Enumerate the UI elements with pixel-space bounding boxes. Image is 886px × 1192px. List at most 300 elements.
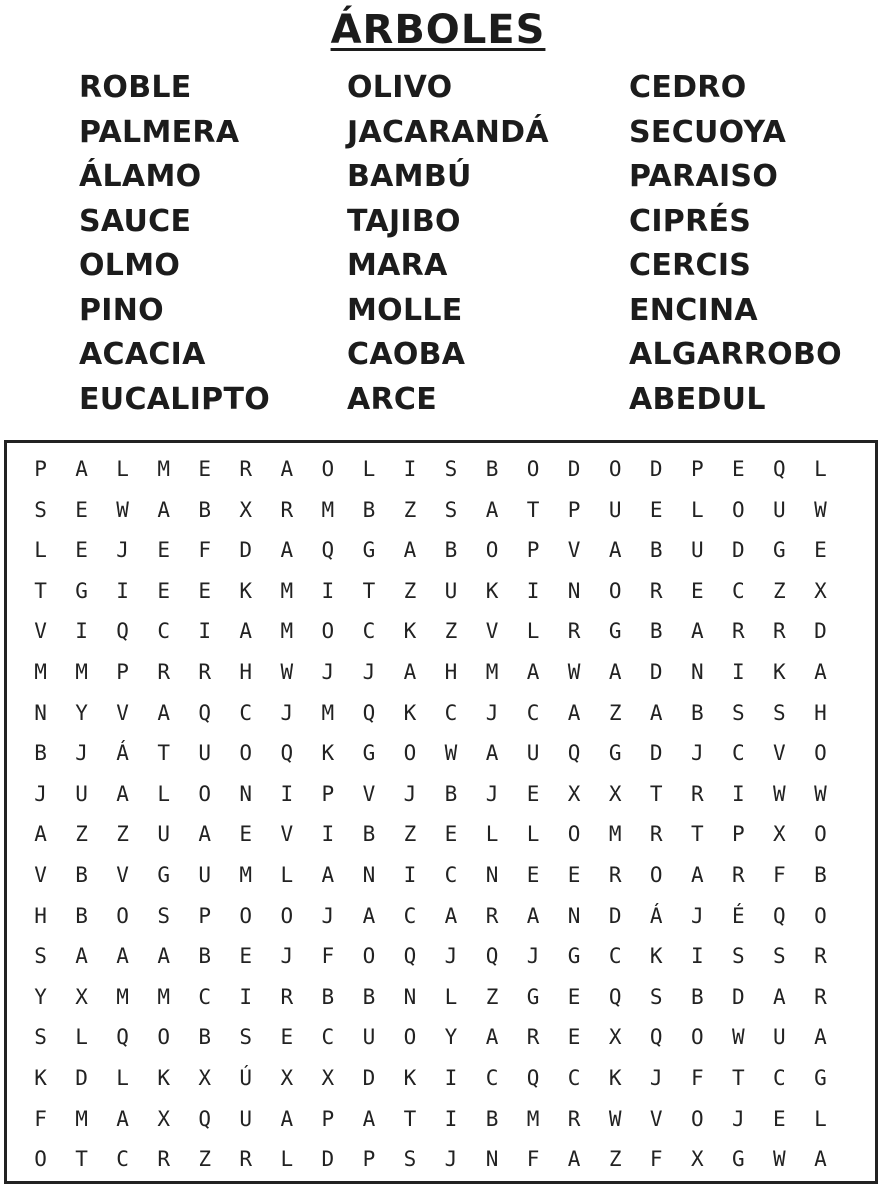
grid-cell[interactable]: G — [814, 1065, 827, 1090]
grid-cell[interactable]: P — [362, 1147, 376, 1172]
grid-cell[interactable]: L — [814, 1106, 827, 1131]
grid-cell[interactable]: E — [239, 944, 253, 969]
grid-cell[interactable]: K — [403, 1065, 417, 1090]
grid-cell[interactable]: T — [731, 1065, 745, 1090]
grid-cell[interactable]: E — [198, 457, 212, 481]
grid-cell[interactable]: R — [567, 619, 581, 644]
grid-cell[interactable]: W — [444, 741, 458, 766]
grid-cell[interactable]: O — [814, 903, 827, 928]
grid-cell[interactable]: T — [75, 1147, 88, 1172]
grid-cell[interactable]: I — [280, 781, 294, 806]
grid-cell[interactable]: A — [608, 538, 622, 563]
grid-cell[interactable]: A — [75, 457, 88, 481]
grid-cell[interactable]: E — [75, 538, 88, 563]
grid-cell[interactable]: Z — [608, 700, 622, 725]
grid-cell[interactable]: P — [321, 781, 335, 806]
grid-cell[interactable]: R — [649, 822, 663, 847]
grid-cell[interactable]: R — [814, 984, 827, 1009]
grid-cell[interactable]: B — [485, 457, 499, 481]
grid-cell[interactable]: M — [157, 457, 170, 481]
grid-cell[interactable]: Q — [773, 457, 786, 481]
grid-cell[interactable]: D — [239, 538, 253, 563]
grid-cell[interactable]: N — [34, 700, 47, 725]
grid-cell[interactable]: O — [116, 903, 129, 928]
grid-cell[interactable]: Z — [403, 497, 417, 522]
grid-cell[interactable]: E — [157, 578, 170, 603]
grid-cell[interactable]: L — [116, 457, 129, 481]
grid-cell[interactable]: N — [239, 781, 253, 806]
grid-cell[interactable]: Q — [321, 538, 335, 563]
grid-cell[interactable]: M — [280, 619, 294, 644]
grid-cell[interactable]: A — [34, 822, 47, 847]
grid-cell[interactable]: S — [731, 700, 745, 725]
grid-cell[interactable]: Q — [198, 1106, 212, 1131]
grid-cell[interactable]: U — [773, 497, 786, 522]
grid-cell[interactable]: L — [75, 1025, 88, 1050]
grid-cell[interactable]: O — [34, 1147, 47, 1172]
grid-cell[interactable]: G — [773, 538, 786, 563]
grid-cell[interactable]: A — [239, 619, 253, 644]
grid-cell[interactable]: G — [567, 944, 581, 969]
grid-cell[interactable]: O — [608, 457, 622, 481]
grid-cell[interactable]: O — [731, 497, 745, 522]
grid-cell[interactable]: O — [239, 903, 253, 928]
grid-cell[interactable]: L — [280, 862, 294, 887]
grid-cell[interactable]: W — [567, 659, 581, 684]
grid-cell[interactable]: X — [567, 781, 581, 806]
grid-cell[interactable]: Á — [649, 903, 663, 928]
grid-cell[interactable]: C — [239, 700, 253, 725]
grid-cell[interactable]: D — [649, 741, 663, 766]
grid-cell[interactable]: G — [608, 741, 622, 766]
grid-cell[interactable]: T — [403, 1106, 417, 1131]
grid-cell[interactable]: D — [814, 619, 827, 644]
grid-cell[interactable]: K — [608, 1065, 622, 1090]
grid-cell[interactable]: S — [444, 497, 458, 522]
grid-cell[interactable]: H — [444, 659, 458, 684]
grid-cell[interactable]: P — [198, 903, 212, 928]
grid-cell[interactable]: T — [362, 578, 376, 603]
grid-cell[interactable]: A — [773, 984, 786, 1009]
grid-cell[interactable]: F — [649, 1147, 663, 1172]
grid-cell[interactable]: R — [526, 1025, 540, 1050]
grid-cell[interactable]: G — [362, 741, 376, 766]
grid-cell[interactable]: X — [198, 1065, 212, 1090]
grid-cell[interactable]: J — [280, 944, 294, 969]
grid-cell[interactable]: G — [157, 862, 170, 887]
grid-cell[interactable]: E — [239, 822, 253, 847]
grid-cell[interactable]: X — [608, 1025, 622, 1050]
grid-cell[interactable]: E — [567, 1025, 581, 1050]
grid-cell[interactable]: Q — [485, 944, 499, 969]
grid-cell[interactable]: K — [649, 944, 663, 969]
grid-cell[interactable]: R — [280, 497, 294, 522]
grid-cell[interactable]: O — [649, 862, 663, 887]
grid-cell[interactable]: Á — [116, 741, 129, 766]
grid-cell[interactable]: H — [814, 700, 827, 725]
grid-cell[interactable]: M — [526, 1106, 540, 1131]
grid-cell[interactable]: O — [814, 741, 827, 766]
grid-cell[interactable]: K — [157, 1065, 170, 1090]
grid-cell[interactable]: E — [649, 497, 663, 522]
grid-cell[interactable]: M — [157, 984, 170, 1009]
grid-cell[interactable]: O — [814, 822, 827, 847]
grid-cell[interactable]: V — [34, 862, 47, 887]
grid-cell[interactable]: A — [814, 1147, 827, 1172]
grid-cell[interactable]: W — [773, 781, 786, 806]
grid-cell[interactable]: A — [362, 1106, 376, 1131]
grid-cell[interactable]: Y — [34, 984, 47, 1009]
grid-cell[interactable]: I — [321, 822, 335, 847]
grid-cell[interactable]: E — [690, 578, 704, 603]
grid-cell[interactable]: A — [814, 659, 827, 684]
grid-cell[interactable]: W — [773, 1147, 786, 1172]
grid-cell[interactable]: Q — [280, 741, 294, 766]
grid-cell[interactable]: Y — [75, 700, 88, 725]
grid-cell[interactable]: P — [731, 822, 745, 847]
grid-cell[interactable]: X — [321, 1065, 335, 1090]
grid-cell[interactable]: N — [690, 659, 704, 684]
grid-cell[interactable]: T — [649, 781, 663, 806]
grid-cell[interactable]: T — [690, 822, 704, 847]
grid-cell[interactable]: R — [485, 903, 499, 928]
grid-cell[interactable]: A — [403, 538, 417, 563]
grid-cell[interactable]: A — [608, 659, 622, 684]
grid-cell[interactable]: B — [814, 862, 827, 887]
grid-cell[interactable]: B — [198, 497, 212, 522]
grid-cell[interactable]: F — [321, 944, 335, 969]
grid-cell[interactable]: B — [75, 903, 88, 928]
grid-cell[interactable]: G — [731, 1147, 745, 1172]
grid-cell[interactable]: A — [690, 862, 704, 887]
grid-cell[interactable]: Q — [526, 1065, 540, 1090]
grid-cell[interactable]: Z — [444, 619, 458, 644]
grid-cell[interactable]: W — [116, 497, 129, 522]
grid-cell[interactable]: J — [485, 781, 499, 806]
grid-cell[interactable]: A — [321, 862, 335, 887]
grid-cell[interactable]: W — [814, 497, 827, 522]
grid-cell[interactable]: O — [321, 619, 335, 644]
grid-cell[interactable]: J — [485, 700, 499, 725]
grid-cell[interactable]: I — [444, 1106, 458, 1131]
grid-cell[interactable]: S — [731, 944, 745, 969]
grid-cell[interactable]: J — [649, 1065, 663, 1090]
grid-cell[interactable]: C — [403, 903, 417, 928]
grid-cell[interactable]: A — [649, 700, 663, 725]
grid-cell[interactable]: V — [567, 538, 581, 563]
grid-cell[interactable]: S — [34, 1025, 47, 1050]
grid-cell[interactable]: R — [731, 619, 745, 644]
grid-cell[interactable]: M — [280, 578, 294, 603]
grid-cell[interactable]: D — [731, 538, 745, 563]
grid-cell[interactable]: S — [444, 457, 458, 481]
grid-cell[interactable]: R — [567, 1106, 581, 1131]
grid-cell[interactable]: A — [75, 944, 88, 969]
grid-cell[interactable]: B — [362, 497, 376, 522]
grid-cell[interactable]: O — [321, 457, 335, 481]
grid-cell[interactable]: B — [690, 984, 704, 1009]
grid-cell[interactable]: X — [239, 497, 253, 522]
grid-cell[interactable]: C — [773, 1065, 786, 1090]
grid-cell[interactable]: S — [34, 944, 47, 969]
grid-cell[interactable]: U — [157, 822, 170, 847]
grid-cell[interactable]: N — [567, 903, 581, 928]
grid-cell[interactable]: I — [403, 862, 417, 887]
grid-cell[interactable]: I — [731, 659, 745, 684]
grid-cell[interactable]: U — [198, 862, 212, 887]
grid-cell[interactable]: E — [567, 862, 581, 887]
grid-cell[interactable]: A — [814, 1025, 827, 1050]
grid-cell[interactable]: S — [239, 1025, 253, 1050]
grid-cell[interactable]: A — [690, 619, 704, 644]
grid-cell[interactable]: S — [649, 984, 663, 1009]
grid-cell[interactable]: E — [526, 862, 540, 887]
grid-cell[interactable]: L — [362, 457, 376, 481]
grid-cell[interactable]: R — [773, 619, 786, 644]
grid-cell[interactable]: A — [485, 1025, 499, 1050]
grid-cell[interactable]: R — [280, 984, 294, 1009]
grid-cell[interactable]: B — [75, 862, 88, 887]
grid-cell[interactable]: U — [690, 538, 704, 563]
grid-cell[interactable]: F — [34, 1106, 47, 1131]
grid-cell[interactable]: O — [362, 944, 376, 969]
grid-cell[interactable]: O — [280, 903, 294, 928]
grid-cell[interactable]: X — [608, 781, 622, 806]
grid-cell[interactable]: L — [116, 1065, 129, 1090]
grid-cell[interactable]: K — [485, 578, 499, 603]
grid-cell[interactable]: K — [34, 1065, 47, 1090]
grid-cell[interactable]: O — [485, 538, 499, 563]
grid-cell[interactable]: B — [649, 538, 663, 563]
grid-cell[interactable]: P — [116, 659, 129, 684]
grid-cell[interactable]: C — [731, 741, 745, 766]
grid-cell[interactable]: A — [567, 1147, 581, 1172]
grid-cell[interactable]: T — [526, 497, 540, 522]
grid-cell[interactable]: Q — [773, 903, 786, 928]
grid-cell[interactable]: C — [526, 700, 540, 725]
grid-cell[interactable]: E — [773, 1106, 786, 1131]
grid-cell[interactable]: Q — [403, 944, 417, 969]
grid-cell[interactable]: A — [485, 741, 499, 766]
grid-cell[interactable]: X — [280, 1065, 294, 1090]
grid-cell[interactable]: W — [731, 1025, 745, 1050]
grid-cell[interactable]: V — [773, 741, 786, 766]
grid-cell[interactable]: O — [690, 1106, 704, 1131]
grid-cell[interactable]: J — [321, 659, 335, 684]
grid-cell[interactable]: U — [362, 1025, 376, 1050]
grid-cell[interactable]: A — [362, 903, 376, 928]
grid-cell[interactable]: V — [34, 619, 47, 644]
grid-cell[interactable]: I — [690, 944, 704, 969]
grid-cell[interactable]: T — [157, 741, 170, 766]
grid-cell[interactable]: Z — [773, 578, 786, 603]
grid-cell[interactable]: C — [444, 862, 458, 887]
grid-cell[interactable]: G — [526, 984, 540, 1009]
grid-cell[interactable]: N — [362, 862, 376, 887]
grid-cell[interactable]: E — [731, 457, 745, 481]
grid-cell[interactable]: C — [362, 619, 376, 644]
grid-cell[interactable]: M — [321, 700, 335, 725]
grid-cell[interactable]: J — [403, 781, 417, 806]
grid-cell[interactable]: R — [157, 1147, 170, 1172]
grid-cell[interactable]: D — [649, 659, 663, 684]
grid-cell[interactable]: N — [485, 862, 499, 887]
grid-cell[interactable]: L — [444, 984, 458, 1009]
grid-cell[interactable]: H — [239, 659, 253, 684]
grid-cell[interactable]: U — [773, 1025, 786, 1050]
grid-cell[interactable]: M — [34, 659, 47, 684]
grid-cell[interactable]: W — [608, 1106, 622, 1131]
grid-cell[interactable]: U — [608, 497, 622, 522]
grid-cell[interactable]: B — [362, 984, 376, 1009]
grid-cell[interactable]: S — [403, 1147, 417, 1172]
grid-cell[interactable]: N — [567, 578, 581, 603]
grid-cell[interactable]: S — [157, 903, 170, 928]
grid-cell[interactable]: C — [198, 984, 212, 1009]
grid-cell[interactable]: E — [526, 781, 540, 806]
grid-cell[interactable]: A — [403, 659, 417, 684]
grid-cell[interactable]: O — [567, 822, 581, 847]
grid-cell[interactable]: P — [34, 457, 47, 481]
grid-cell[interactable]: É — [731, 903, 745, 928]
grid-cell[interactable]: B — [198, 1025, 212, 1050]
grid-cell[interactable]: B — [649, 619, 663, 644]
grid-cell[interactable]: I — [321, 578, 335, 603]
grid-cell[interactable]: U — [444, 578, 458, 603]
grid-cell[interactable]: B — [198, 944, 212, 969]
grid-cell[interactable]: Ú — [239, 1065, 253, 1090]
grid-cell[interactable]: A — [567, 700, 581, 725]
grid-cell[interactable]: D — [362, 1065, 376, 1090]
grid-cell[interactable]: P — [567, 497, 581, 522]
grid-cell[interactable]: D — [75, 1065, 88, 1090]
grid-cell[interactable]: J — [444, 1147, 458, 1172]
grid-cell[interactable]: G — [608, 619, 622, 644]
grid-cell[interactable]: B — [321, 984, 335, 1009]
grid-cell[interactable]: U — [239, 1106, 253, 1131]
grid-cell[interactable]: V — [280, 822, 294, 847]
grid-cell[interactable]: K — [239, 578, 253, 603]
grid-cell[interactable]: J — [280, 700, 294, 725]
grid-cell[interactable]: C — [731, 578, 745, 603]
grid-cell[interactable]: A — [157, 497, 170, 522]
grid-cell[interactable]: F — [526, 1147, 540, 1172]
grid-cell[interactable]: F — [773, 862, 786, 887]
grid-cell[interactable]: R — [649, 578, 663, 603]
grid-cell[interactable]: X — [773, 822, 786, 847]
grid-cell[interactable]: M — [239, 862, 253, 887]
grid-cell[interactable]: V — [649, 1106, 663, 1131]
grid-cell[interactable]: R — [239, 1147, 253, 1172]
grid-cell[interactable]: V — [116, 862, 129, 887]
grid-cell[interactable]: A — [280, 1106, 294, 1131]
grid-cell[interactable]: E — [814, 538, 827, 563]
grid-cell[interactable]: L — [526, 619, 540, 644]
grid-cell[interactable]: Q — [116, 1025, 129, 1050]
grid-cell[interactable]: E — [75, 497, 88, 522]
grid-cell[interactable]: G — [75, 578, 88, 603]
grid-cell[interactable]: Q — [198, 700, 212, 725]
grid-cell[interactable]: V — [116, 700, 129, 725]
grid-cell[interactable]: C — [116, 1147, 129, 1172]
grid-cell[interactable]: E — [444, 822, 458, 847]
grid-cell[interactable]: O — [526, 457, 540, 481]
grid-cell[interactable]: K — [321, 741, 335, 766]
grid-cell[interactable]: O — [198, 781, 212, 806]
grid-cell[interactable]: P — [321, 1106, 335, 1131]
grid-cell[interactable]: F — [690, 1065, 704, 1090]
grid-cell[interactable]: A — [526, 903, 540, 928]
grid-cell[interactable]: Z — [403, 578, 417, 603]
grid-cell[interactable]: O — [157, 1025, 170, 1050]
grid-cell[interactable]: K — [403, 700, 417, 725]
grid-cell[interactable]: D — [649, 457, 663, 481]
grid-cell[interactable]: N — [485, 1147, 499, 1172]
grid-cell[interactable]: R — [814, 944, 827, 969]
grid-cell[interactable]: Z — [608, 1147, 622, 1172]
grid-cell[interactable]: A — [116, 1106, 129, 1131]
grid-cell[interactable]: C — [157, 619, 170, 644]
grid-cell[interactable]: L — [690, 497, 704, 522]
grid-cell[interactable]: I — [75, 619, 88, 644]
grid-cell[interactable]: D — [731, 984, 745, 1009]
grid-cell[interactable]: Q — [649, 1025, 663, 1050]
grid-cell[interactable]: S — [773, 944, 786, 969]
grid-cell[interactable]: J — [526, 944, 540, 969]
grid-cell[interactable]: A — [116, 944, 129, 969]
grid-cell[interactable]: E — [198, 578, 212, 603]
grid-cell[interactable]: L — [526, 822, 540, 847]
grid-cell[interactable]: U — [75, 781, 88, 806]
grid-cell[interactable]: C — [608, 944, 622, 969]
grid-cell[interactable]: V — [485, 619, 499, 644]
grid-cell[interactable]: I — [526, 578, 540, 603]
grid-cell[interactable]: J — [731, 1106, 745, 1131]
grid-cell[interactable]: D — [567, 457, 581, 481]
grid-cell[interactable]: M — [321, 497, 335, 522]
grid-cell[interactable]: Z — [75, 822, 88, 847]
grid-cell[interactable]: O — [608, 578, 622, 603]
grid-cell[interactable]: B — [34, 741, 47, 766]
grid-cell[interactable]: Y — [444, 1025, 458, 1050]
grid-cell[interactable]: S — [773, 700, 786, 725]
grid-cell[interactable]: C — [321, 1025, 335, 1050]
grid-cell[interactable]: R — [608, 862, 622, 887]
grid-cell[interactable]: M — [75, 1106, 88, 1131]
grid-cell[interactable]: U — [526, 741, 540, 766]
grid-cell[interactable]: A — [280, 538, 294, 563]
grid-cell[interactable]: D — [608, 903, 622, 928]
grid-cell[interactable]: M — [116, 984, 129, 1009]
grid-cell[interactable]: B — [485, 1106, 499, 1131]
grid-cell[interactable]: J — [321, 903, 335, 928]
grid-cell[interactable]: I — [444, 1065, 458, 1090]
grid-cell[interactable]: A — [280, 457, 294, 481]
grid-cell[interactable]: E — [280, 1025, 294, 1050]
grid-cell[interactable]: B — [362, 822, 376, 847]
grid-cell[interactable]: Q — [608, 984, 622, 1009]
grid-cell[interactable]: J — [690, 741, 704, 766]
grid-cell[interactable]: R — [731, 862, 745, 887]
grid-cell[interactable]: L — [485, 822, 499, 847]
grid-cell[interactable]: J — [690, 903, 704, 928]
grid-cell[interactable]: A — [157, 944, 170, 969]
grid-cell[interactable]: L — [34, 538, 47, 563]
grid-cell[interactable]: L — [814, 457, 827, 481]
grid-cell[interactable]: Z — [485, 984, 499, 1009]
grid-cell[interactable]: I — [731, 781, 745, 806]
grid-cell[interactable]: O — [690, 1025, 704, 1050]
